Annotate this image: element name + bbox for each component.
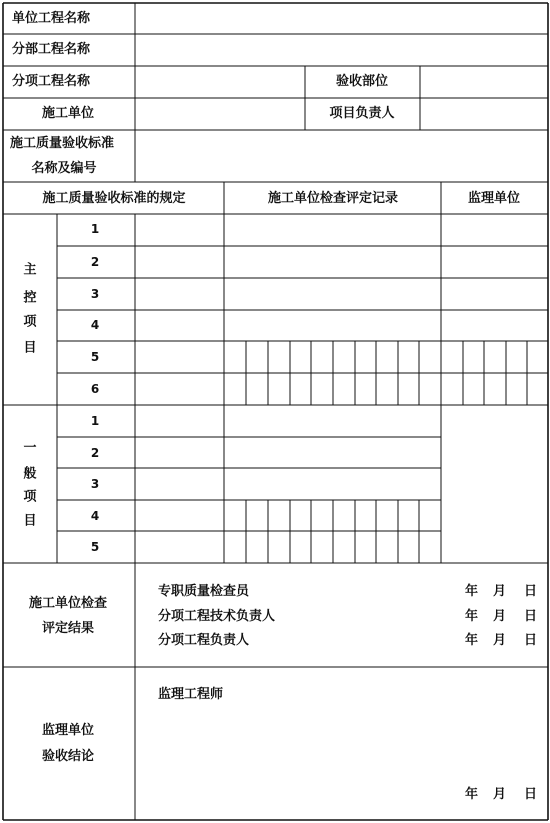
division-project-label: 分部工程名称 — [12, 42, 91, 57]
general-item-label-char: 项 — [23, 489, 37, 505]
quality-inspector-label: 专职质量检查员 — [158, 584, 250, 599]
main-item-label-char: 目 — [23, 340, 37, 356]
day-label: 日 — [524, 633, 538, 648]
month-label: 月 — [493, 633, 507, 648]
year-label: 年 — [465, 633, 479, 648]
project-manager-label: 项目负责人 — [329, 106, 395, 121]
year-label: 年 — [465, 584, 479, 599]
inspection-result-label: 施工单位检查 — [28, 596, 108, 611]
acceptance-part-label: 验收部位 — [335, 74, 389, 89]
month-label: 月 — [493, 787, 507, 802]
year-label: 年 — [465, 787, 479, 802]
main-item-label-char: 主 — [23, 262, 37, 278]
general-item-number: 2 — [90, 446, 100, 460]
standard-number-label: 名称及编号 — [31, 161, 97, 176]
month-label: 月 — [493, 584, 507, 599]
day-label: 日 — [524, 584, 538, 599]
supervising-engineer-label: 监理工程师 — [158, 687, 224, 702]
main-item-number: 1 — [90, 222, 100, 236]
main-item-number: 5 — [90, 350, 100, 364]
main-item-number: 6 — [90, 382, 100, 396]
main-item-number: 4 — [90, 318, 100, 332]
inspection-result-label-2: 评定结果 — [41, 621, 95, 636]
main-item-number: 3 — [90, 287, 100, 301]
general-item-number: 4 — [90, 509, 100, 523]
main-item-label-char: 项 — [23, 314, 37, 330]
day-label: 日 — [524, 609, 538, 624]
standard-name-label: 施工质量验收标准 — [10, 136, 115, 151]
general-item-label-char: 目 — [23, 513, 37, 529]
general-item-number: 5 — [90, 540, 100, 554]
general-item-number: 3 — [90, 477, 100, 491]
general-item-number: 1 — [90, 414, 100, 428]
day-label: 日 — [524, 787, 538, 802]
main-item-number: 2 — [90, 255, 100, 269]
unit-project-label: 单位工程名称 — [12, 11, 91, 26]
general-item-label-char: 一 — [23, 440, 37, 456]
supervision-conclusion-label-2: 验收结论 — [41, 749, 95, 764]
supervision-conclusion-label: 监理单位 — [41, 723, 95, 738]
general-item-label-char: 般 — [23, 466, 37, 482]
construction-unit-label: 施工单位 — [41, 106, 95, 121]
year-label: 年 — [465, 609, 479, 624]
month-label: 月 — [493, 609, 507, 624]
main-item-label-char: 控 — [23, 290, 37, 306]
supervision-unit-header: 监理单位 — [467, 191, 521, 206]
standard-requirement-header: 施工质量验收标准的规定 — [42, 191, 186, 206]
technical-lead-label: 分项工程技术负责人 — [158, 609, 276, 624]
inspection-record-header: 施工单位检查评定记录 — [267, 191, 399, 206]
subitem-project-label: 分项工程名称 — [12, 74, 91, 89]
subitem-lead-label: 分项工程负责人 — [158, 633, 250, 648]
